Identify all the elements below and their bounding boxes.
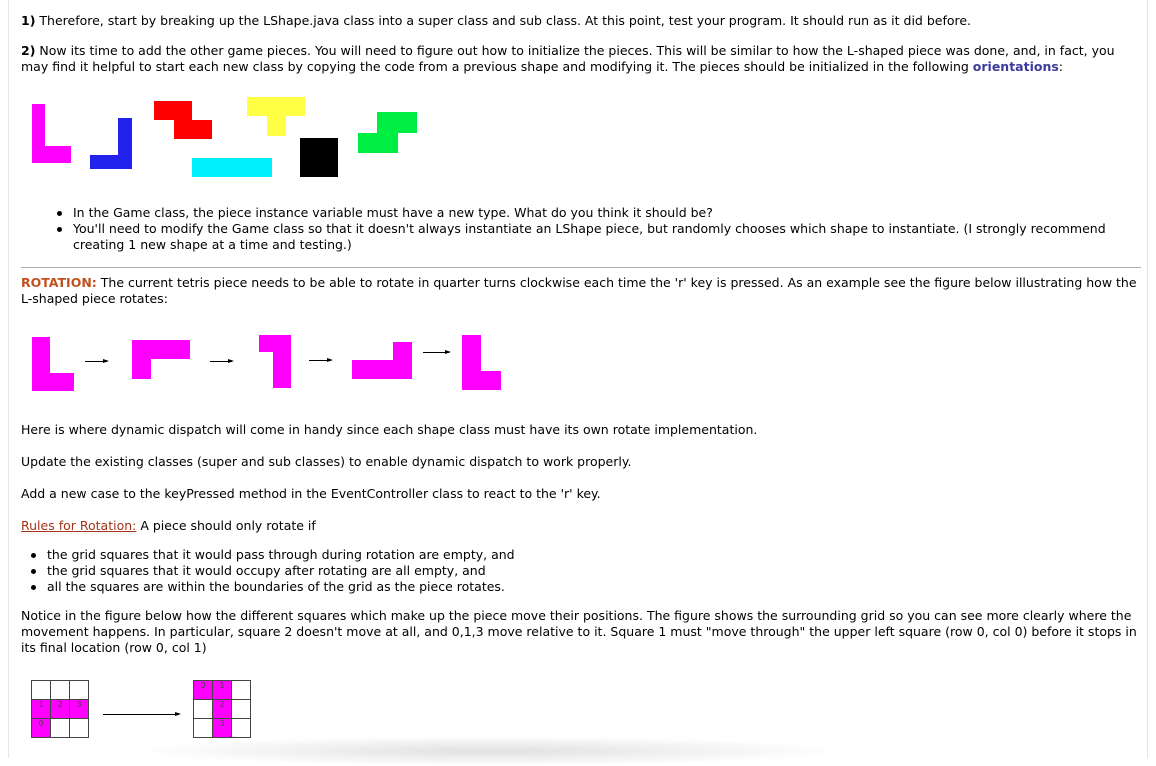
document-page: [8, 0, 1148, 758]
grid-cell: 3: [70, 700, 89, 719]
grid-cell: 0: [32, 719, 51, 738]
rotation-text: The current tetris piece needs to be able to rotate in quarter turns clockwise each time the 'r' key is pressed. As an example see the figure below illustrating how the L-shaped piece rotates:: [21, 275, 1137, 306]
grid-before-rotation: [31, 680, 89, 738]
list-item: In the Game class, the piece instance variable must have a new type. What do you think it should be?: [73, 205, 1133, 221]
grid-cell: [194, 719, 213, 738]
grid-cell: 1: [32, 700, 51, 719]
arrow-icon: [210, 361, 232, 362]
step-2-text: Now its time to add the other game pieces. You will need to figure out how to initialize the pieces. This will be similar to how the L-shaped piece was done, and, in fact, you may find it helpful to start each new class by copying the code from a previous shape and modifying it. The pieces should be initialized in the following: [21, 43, 1115, 74]
arrow-icon: [85, 361, 107, 362]
grid-cell: [51, 719, 70, 738]
rotation-paragraph: [21, 275, 1139, 307]
list-item: the grid squares that it would pass through during rotation are empty, and: [47, 547, 1127, 563]
arrow-icon: [423, 352, 449, 353]
rotation-heading: ROTATION:: [21, 275, 97, 290]
grid-cell: [232, 700, 251, 719]
page-shadow: [129, 736, 849, 766]
grid-cell: [32, 681, 51, 700]
dynamic-dispatch-paragraph: Here is where dynamic dispatch will come in handy since each shape class must have its own rotate implementation.: [21, 422, 758, 437]
arrow-icon: [103, 714, 179, 715]
grid-cell: [70, 681, 89, 700]
rules-text: A piece should only rotate if: [136, 518, 316, 533]
pieces-instructions-list: [55, 205, 1133, 253]
rotation-rules-list: [29, 547, 1127, 595]
i-piece-cyan: [192, 158, 272, 177]
o-piece-black: [300, 138, 338, 177]
grid-cell: [51, 681, 70, 700]
orientations-link[interactable]: orientations: [972, 59, 1059, 74]
step-2-number: 2): [21, 43, 36, 58]
grid-cell: [232, 681, 251, 700]
grid-cell: 1: [213, 681, 232, 700]
list-item: You'll need to modify the Game class so that it doesn't always instantiate an LShape piece, but randomly chooses which shape to instantiate. (I strongly recommend creating 1 new shape at a time and testing.): [73, 221, 1133, 253]
grid-cell: 2: [213, 700, 232, 719]
grid-cell: 0: [194, 681, 213, 700]
keypressed-paragraph: Add a new case to the keyPressed method in the EventController class to react to the 'r' key.: [21, 486, 601, 501]
list-item: all the squares are within the boundaries of the grid as the piece rotates.: [47, 579, 1127, 595]
step-1-paragraph: [21, 13, 1139, 29]
update-classes-paragraph: Update the existing classes (super and sub classes) to enable dynamic dispatch to work properly.: [21, 454, 632, 469]
grid-cell: [194, 700, 213, 719]
arrow-icon: [309, 360, 331, 361]
step-1-number: 1): [21, 13, 36, 28]
notice-paragraph: Notice in the figure below how the different squares which make up the piece move their positions. The figure shows the surrounding grid so you can see more clearly where the movement happens. In particular, square 2 doesn't move at all, and 0,1,3 move relative to it. Square 1 must "move through" the upper left square (row 0, col 0) before it stops in its final location (row 0, col 1): [21, 608, 1137, 655]
rules-for-rotation-link[interactable]: Rules for Rotation:: [21, 518, 137, 533]
section-divider: [21, 267, 1141, 268]
list-item: the grid squares that it would occupy after rotating are all empty, and: [47, 563, 1127, 579]
step-2-end: :: [1058, 59, 1064, 74]
grid-cell: [70, 719, 89, 738]
step-1-text: Therefore, start by breaking up the LShape.java class into a super class and sub class. At this point, test your program. It should run as it did before.: [35, 13, 972, 28]
grid-cell: [232, 719, 251, 738]
grid-cell: 2: [51, 700, 70, 719]
grid-cell: 3: [213, 719, 232, 738]
grid-after-rotation: [193, 680, 251, 738]
rules-paragraph: [21, 518, 1139, 534]
step-2-paragraph: [21, 43, 1139, 75]
